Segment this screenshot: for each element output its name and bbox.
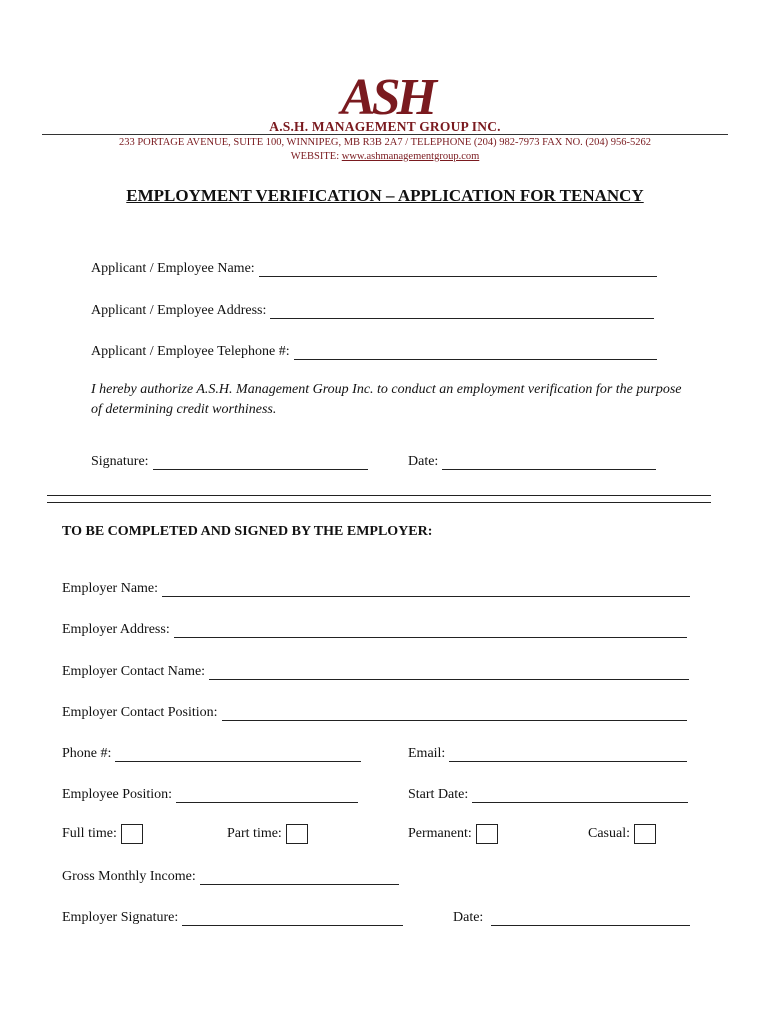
full-time-label: Full time: (62, 826, 117, 841)
employer-email-field (408, 744, 687, 762)
applicant-signature-input-line[interactable] (153, 455, 368, 470)
casual-label: Casual: (588, 826, 630, 841)
applicant-name-field (91, 259, 657, 277)
applicant-signature-field (91, 452, 368, 470)
company-name: A.S.H. MANAGEMENT GROUP INC. (269, 119, 501, 134)
employer-date-input-line[interactable] (491, 911, 690, 926)
employer-email-label: Email: (408, 746, 446, 761)
applicant-telephone-label: Applicant / Employee Telephone #: (91, 344, 290, 359)
part-time-option (227, 823, 308, 845)
start-date-label: Start Date: (408, 787, 469, 802)
logo-text: ASH (340, 70, 434, 118)
consent-statement: I hereby authorize A.S.H. Management Group Inc. to conduct an employment verification for the purpose of determining credit worthiness. (91, 382, 682, 417)
employer-contact-name-input-line[interactable] (209, 665, 689, 680)
applicant-name-input-line[interactable] (259, 262, 657, 277)
employer-signature-input-line[interactable] (182, 911, 403, 926)
employer-name-input-line[interactable] (162, 582, 690, 597)
employer-address-input-line[interactable] (174, 623, 687, 638)
part-time-checkbox[interactable] (286, 824, 308, 844)
employer-contact-position-field (62, 703, 687, 721)
applicant-telephone-input-line[interactable] (294, 345, 657, 360)
form-title: EMPLOYMENT VERIFICATION – APPLICATION FOR TENANCY (126, 186, 644, 205)
employer-address-label: Employer Address: (62, 622, 170, 637)
gross-monthly-income-field (62, 867, 399, 885)
website-link[interactable]: www.ashmanagementgroup.com (341, 151, 480, 162)
employer-contact-position-label: Employer Contact Position: (62, 705, 218, 720)
applicant-address-field (91, 301, 654, 319)
employer-contact-name-label: Employer Contact Name: (62, 664, 206, 679)
employer-phone-label: Phone #: (62, 746, 112, 761)
start-date-field (408, 785, 688, 803)
applicant-signature-label: Signature: (91, 454, 149, 469)
applicant-address-input-line[interactable] (270, 304, 654, 319)
applicant-date-label: Date: (408, 454, 439, 469)
employer-phone-input-line[interactable] (115, 747, 361, 762)
employer-email-input-line[interactable] (449, 747, 687, 762)
employer-address-field (62, 620, 687, 638)
gross-monthly-income-label: Gross Monthly Income: (62, 869, 196, 884)
employer-name-field (62, 579, 690, 597)
employer-contact-position-input-line[interactable] (222, 706, 687, 721)
employer-date-field (453, 908, 690, 926)
permanent-option (408, 823, 498, 845)
section-divider-bottom (47, 502, 711, 503)
permanent-label: Permanent: (408, 826, 472, 841)
applicant-address-label: Applicant / Employee Address: (91, 303, 267, 318)
website-line (0, 151, 770, 162)
employer-section-heading: TO BE COMPLETED AND SIGNED BY THE EMPLOYER: (62, 524, 433, 539)
full-time-option (62, 823, 143, 845)
casual-option (588, 823, 656, 845)
applicant-name-label: Applicant / Employee Name: (91, 261, 255, 276)
employer-date-label: Date: (453, 910, 484, 925)
employee-position-input-line[interactable] (176, 788, 358, 803)
employer-phone-field (62, 744, 361, 762)
casual-checkbox[interactable] (634, 824, 656, 844)
website-label: WEBSITE: (290, 151, 340, 162)
full-time-checkbox[interactable] (121, 824, 143, 844)
employer-name-label: Employer Name: (62, 581, 159, 596)
applicant-date-input-line[interactable] (442, 455, 656, 470)
header-rule (42, 134, 728, 135)
employer-signature-field (62, 908, 403, 926)
part-time-label: Part time: (227, 826, 282, 841)
company-address: 233 PORTAGE AVENUE, SUITE 100, WINNIPEG, MB R3B 2A7 / TELEPHONE (204) 982-7973 FAX NO. (204) 956-5262 (118, 137, 652, 148)
company-logo (330, 70, 445, 118)
gross-monthly-income-input-line[interactable] (200, 870, 399, 885)
permanent-checkbox[interactable] (476, 824, 498, 844)
employer-signature-label: Employer Signature: (62, 910, 179, 925)
start-date-input-line[interactable] (472, 788, 688, 803)
applicant-date-field (408, 452, 656, 470)
applicant-telephone-field (91, 342, 657, 360)
section-divider-top (47, 495, 711, 496)
employee-position-field (62, 785, 358, 803)
employer-contact-name-field (62, 662, 689, 680)
employee-position-label: Employee Position: (62, 787, 173, 802)
